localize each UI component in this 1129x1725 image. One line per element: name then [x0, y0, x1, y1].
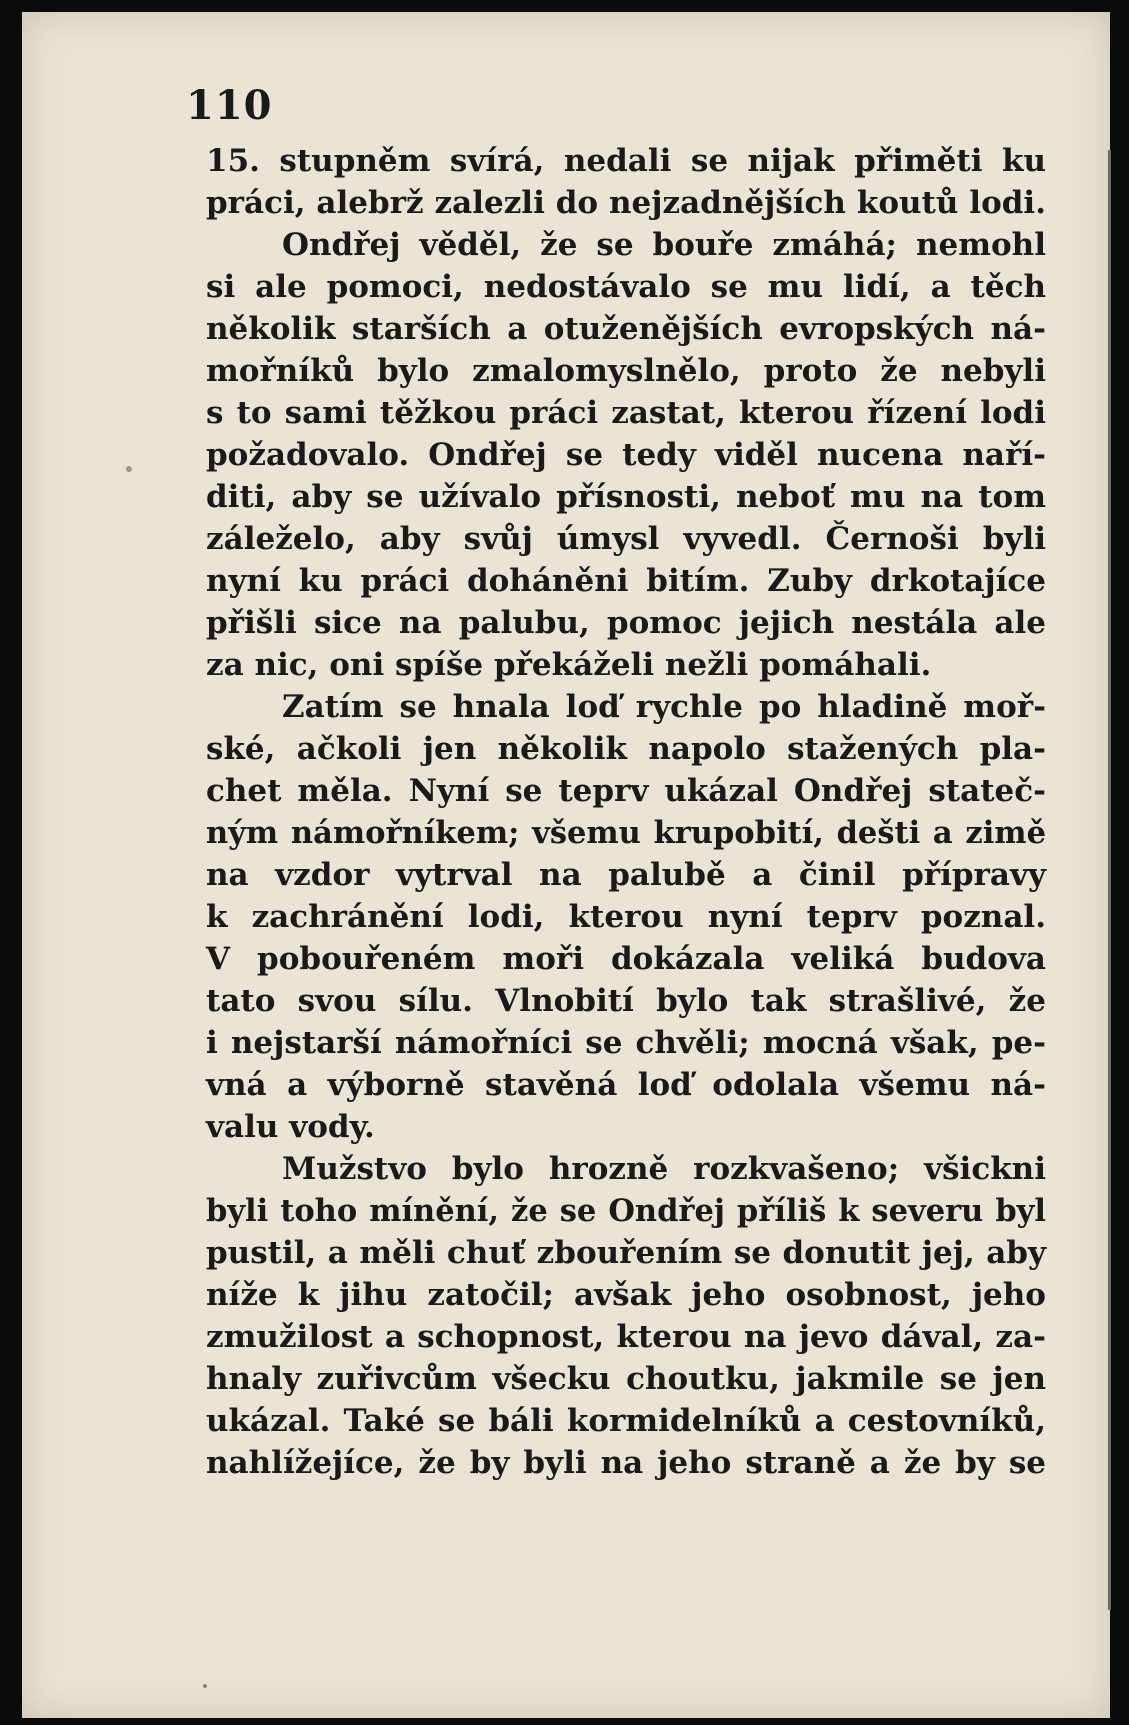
text-line: chet měla. Nyní se teprv ukázal Ondřej stateč-: [206, 773, 1046, 809]
text-line: k zachránění lodi, kterou nyní teprv poznal.: [206, 899, 1046, 935]
text-line: ným námořníkem; všemu krupobití, dešti a zimě: [206, 815, 1046, 851]
text-line: s to sami těžkou práci zastat, kterou řízení lodi: [206, 395, 1046, 431]
text-line: vná a výborně stavěná loď odolala všemu ná-: [206, 1067, 1046, 1103]
text-line: mořníků bylo zmalomyslnělo, proto že nebyli: [206, 353, 1046, 389]
text-line: práci, alebrž zalezli do nejzadnějších koutů lodi.: [206, 185, 1046, 221]
text-line: nahlížejíce, že by byli na jeho straně a že by se: [206, 1445, 1046, 1481]
text-line: si ale pomoci, nedostávalo se mu lidí, a těch: [206, 269, 1046, 305]
text-line: i nejstarší námořníci se chvěli; mocná však, pe-: [206, 1025, 1046, 1061]
text-line: pustil, a měli chuť zbouřením se donutit jej, aby: [206, 1235, 1046, 1271]
text-line: nyní ku práci doháněni bitím. Zuby drkotajíce: [206, 563, 1046, 599]
text-line: diti, aby se užívalo přísnosti, neboť mu na tom: [206, 479, 1046, 515]
text-line: za nic, oni spíše překáželi nežli pomáhali.: [206, 647, 932, 683]
text-line: V pobouřeném moři dokázala veliká budova: [206, 941, 1046, 977]
text-line: požadovalo. Ondřej se tedy viděl nucena naří-: [206, 437, 1046, 473]
text-line: byli toho mínění, že se Ondřej příliš k severu byl: [206, 1193, 1046, 1229]
text-line: záleželo, aby svůj úmysl vyvedl. Černoši byli: [206, 521, 1046, 557]
text-line: 15. stupněm svírá, nedali se nijak přiměti ku: [206, 143, 1046, 179]
text-line: Zatím se hnala loď rychle po hladině moř-: [282, 689, 1046, 725]
page-number: 110: [186, 82, 273, 129]
text-line: níže k jihu zatočil; avšak jeho osobnost, jeho: [206, 1277, 1046, 1313]
text-line: Mužstvo bylo hrozně rozkvašeno; všickni: [282, 1151, 1046, 1187]
text-line: na vzdor vytrval na palubě a činil přípravy: [206, 857, 1046, 893]
body-text: [206, 140, 1046, 1484]
text-line: několik starších a otuženějších evropských ná-: [206, 311, 1046, 347]
text-line: valu vody.: [206, 1109, 375, 1145]
text-line: tato svou sílu. Vlnobití bylo tak strašlivé, že: [206, 983, 1046, 1019]
text-line: přišli sice na palubu, pomoc jejich nestála ale: [206, 605, 1046, 641]
text-line: ské, ačkoli jen několik napolo stažených pla-: [206, 731, 1046, 767]
text-line: ukázal. Také se báli kormidelníků a cestovníků,: [206, 1403, 1046, 1439]
speck-mark: [203, 1684, 207, 1688]
text-line: hnaly zuřivcům všecku choutku, jakmile se jen: [206, 1361, 1046, 1397]
text-line: zmužilost a schopnost, kterou na jevo dával, za-: [206, 1319, 1046, 1355]
page-edge-shadow: [1108, 150, 1111, 1610]
speck-mark: [126, 466, 132, 472]
text-line: Ondřej věděl, že se bouře zmáhá; nemohl: [282, 227, 1046, 263]
